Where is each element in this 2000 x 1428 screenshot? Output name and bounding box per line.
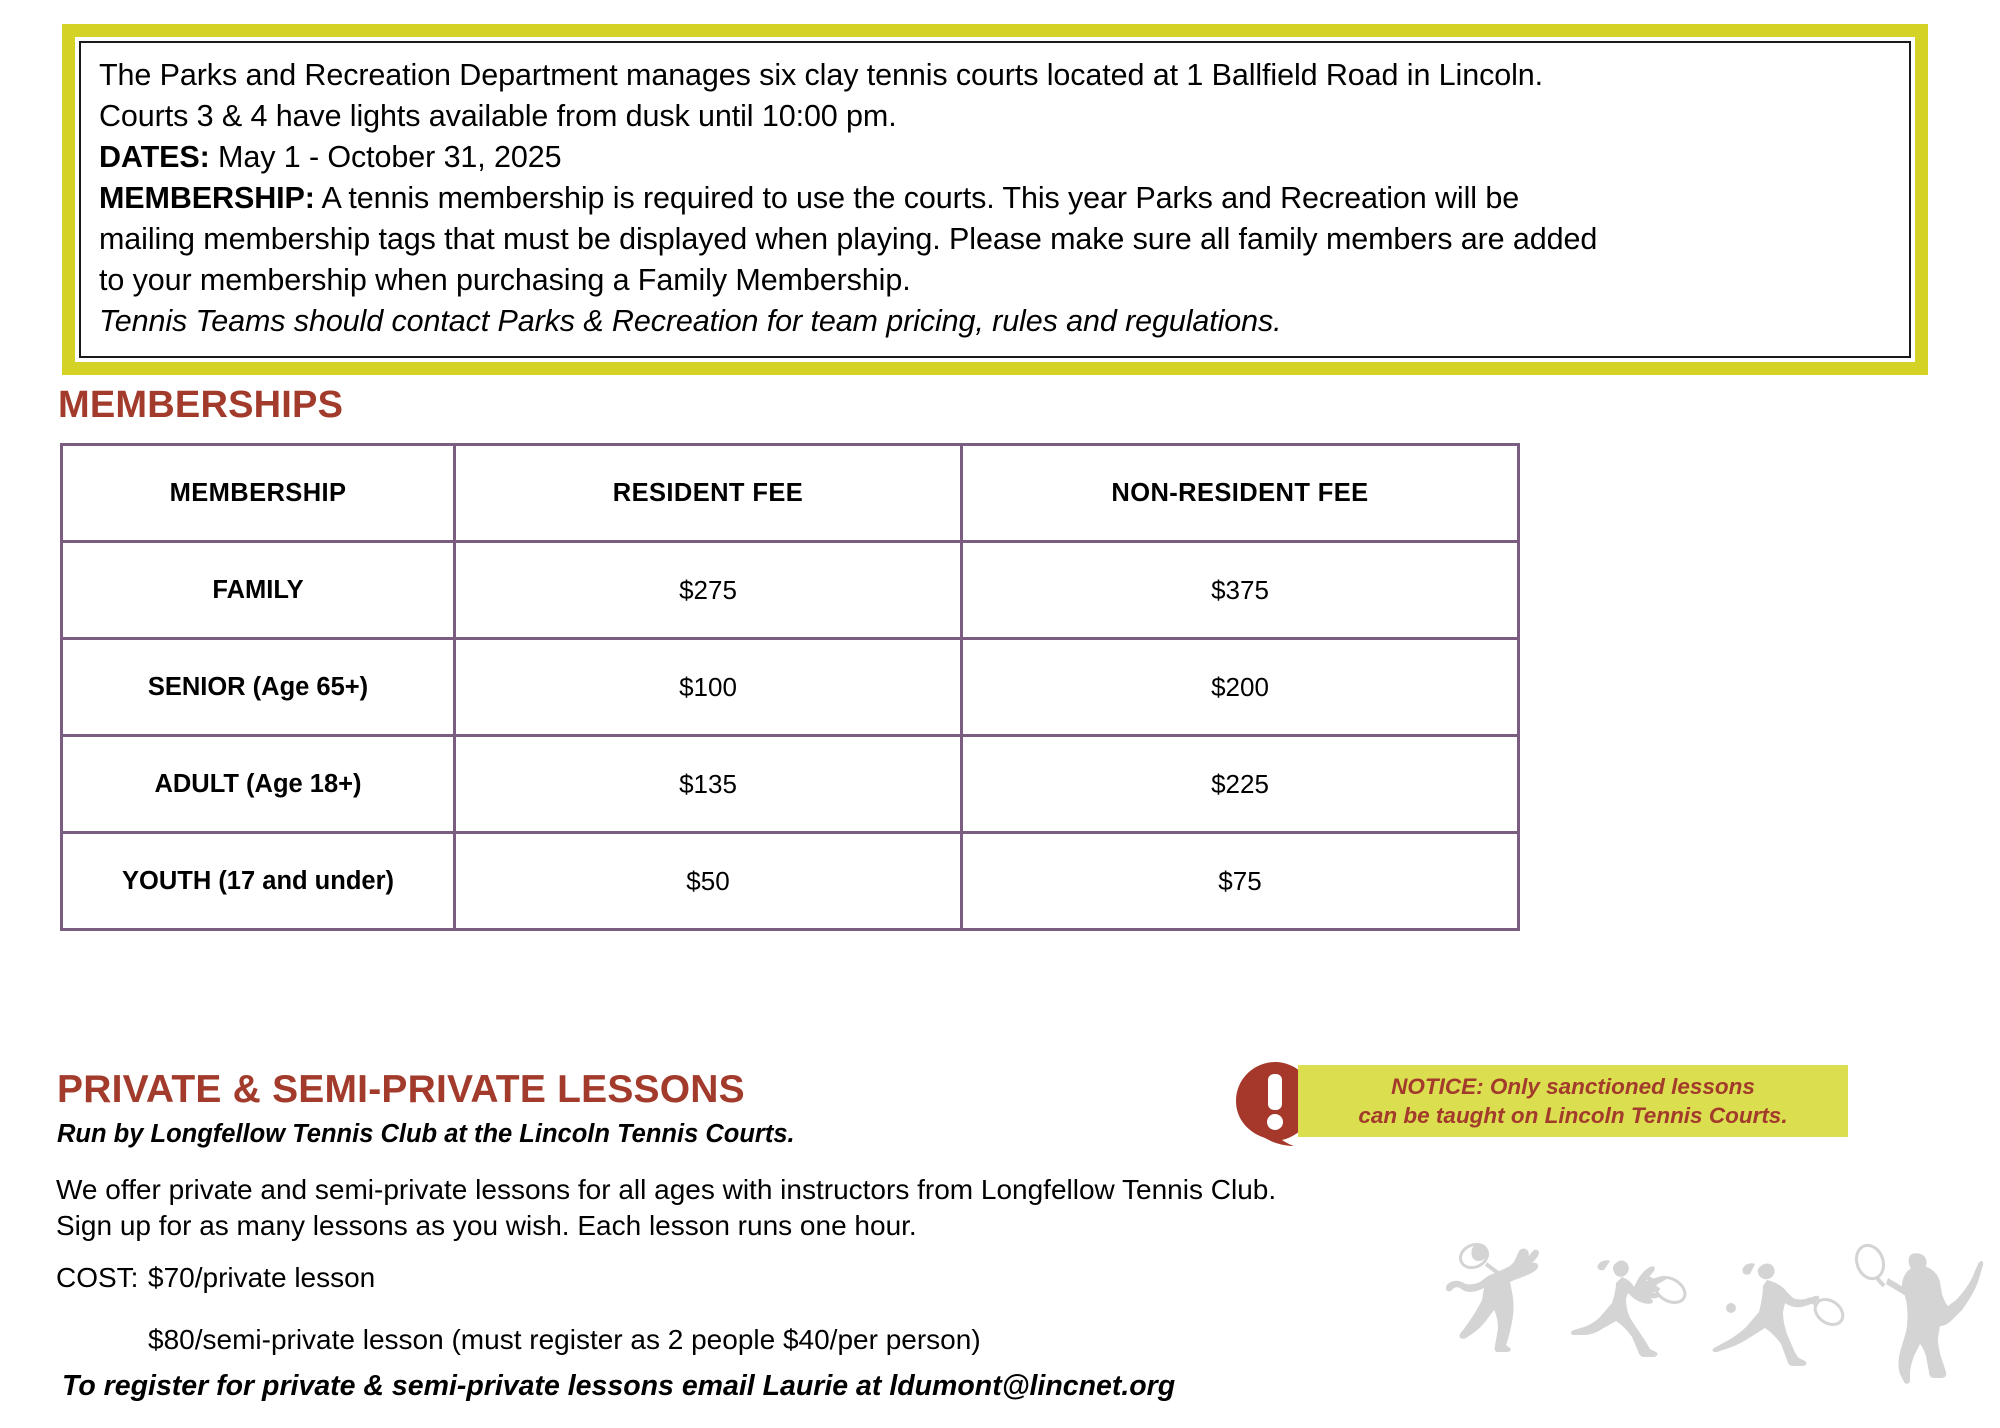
membership-fee-table [60,443,1520,931]
tennis-player-silhouette-3 [1713,1263,1848,1366]
cell-nonresident-fee-family: $375 [962,542,1519,639]
info-box [62,24,1928,375]
membership-label: MEMBERSHIP: [99,181,315,215]
dates-label: DATES: [99,140,210,174]
info-line-membership [99,178,1891,219]
column-header-membership: MEMBERSHIP [62,445,455,542]
info-line-courts: The Parks and Recreation Department manages six clay tennis courts located at 1 Ballfield Road in Lincoln. [99,58,1544,92]
tennis-player-silhouette-2 [1571,1260,1689,1357]
cost-private-lesson: $70/private lesson [148,1262,376,1293]
table-row [62,542,1519,639]
cell-nonresident-fee-youth: $75 [962,833,1519,930]
cell-nonresident-fee-adult: $225 [962,736,1519,833]
table-row [62,736,1519,833]
cell-resident-fee-family: $275 [455,542,962,639]
register-instructions: To register for private & semi-private lessons email Laurie at ldumont@lincnet.org [62,1370,1176,1402]
info-box-inner [79,41,1911,358]
notice-line-1: NOTICE: Only sanctioned lessons [1391,1074,1755,1099]
notice-line-2: can be taught on Lincoln Tennis Courts. [1358,1103,1788,1128]
cell-nonresident-fee-senior: $200 [962,639,1519,736]
cell-membership-family: FAMILY [62,542,455,639]
membership-value: A tennis membership is required to use the courts. This year Parks and Recreation will be [314,181,1520,215]
tennis-player-silhouettes [1440,1240,2000,1390]
info-line-membership-cont2: to your membership when purchasing a Family Membership. [99,263,911,297]
lessons-paragraph-1: We offer private and semi-private lessons for all ages with instructors from Longfellow Tennis Club. [56,1174,1277,1205]
info-line-membership-cont1: mailing membership tags that must be displayed when playing. Please make sure all family members are added [99,222,1598,256]
lessons-subtitle: Run by Longfellow Tennis Club at the Lincoln Tennis Courts. [57,1120,795,1148]
table-header-row [62,445,1519,542]
cell-resident-fee-youth: $50 [455,833,962,930]
column-header-resident-fee: RESIDENT FEE [455,445,962,542]
lessons-heading: PRIVATE & SEMI-PRIVATE LESSONS [57,1068,745,1111]
tennis-player-silhouette-1 [1446,1240,1539,1352]
info-line-lights: Courts 3 & 4 have lights available from dusk until 10:00 pm. [99,99,897,133]
notice-text [1298,1065,1848,1137]
table-row [62,639,1519,736]
memberships-heading: MEMBERSHIPS [58,384,344,426]
cost-semi-private-lesson: $80/semi-private lesson (must register as 2 people $40/per person) [148,1324,981,1355]
cell-resident-fee-adult: $135 [455,736,962,833]
dates-value: May 1 - October 31, 2025 [209,140,562,174]
notice-callout [1232,1060,1848,1146]
lessons-paragraph-2: Sign up for as many lessons as you wish. Each lesson runs one hour. [56,1210,917,1241]
cell-resident-fee-senior: $100 [455,639,962,736]
table-row [62,833,1519,930]
cost-label: COST: [56,1262,139,1293]
info-line-dates [99,137,1891,178]
column-header-nonresident-fee: NON-RESIDENT FEE [962,445,1519,542]
cell-membership-senior: SENIOR (Age 65+) [62,639,455,736]
cell-membership-adult: ADULT (Age 18+) [62,736,455,833]
info-line-teams: Tennis Teams should contact Parks & Recreation for team pricing, rules and regulations. [99,304,1282,338]
cell-membership-youth: YOUTH (17 and under) [62,833,455,930]
tennis-player-silhouette-4 [1852,1242,1983,1384]
